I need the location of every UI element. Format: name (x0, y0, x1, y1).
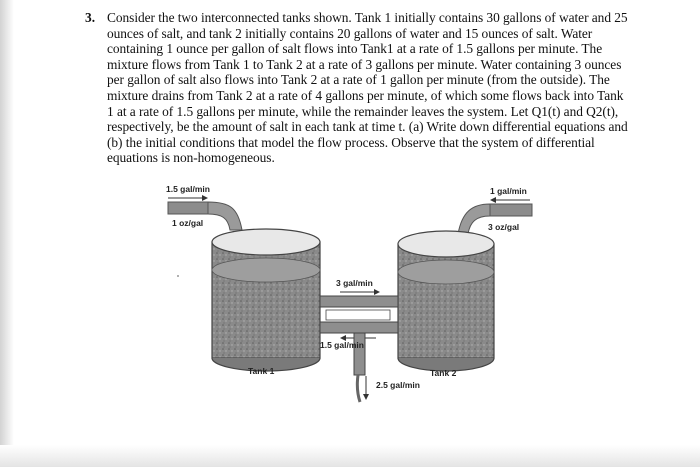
inflow1-conc-label: 1 oz/gal (172, 218, 204, 228)
tank-2 (398, 231, 494, 371)
tanks-figure (150, 180, 570, 460)
problem-number: 3. (85, 10, 96, 25)
problem-text: Consider the two interconnected tanks shown. Tank 1 initially contains 30 gallons of water and 25 ounces of salt, and tank 2 initially contains 20 gallons of water and 15 ounces of salt. Water containing 1 ounce per gallon of salt flows into Tank1 at a rate of 1.5 gallons per minute. The mixture flows from Tank 1 to Tank 2 at a rate of 3 gallons per minute. Water containing 3 ounces per gallon of salt also flows into Tank 2 at a rate of 1 gallon per minute (from the outside). The mixture drains from Tank 2 at a rate of 4 gallons per minute, of which some flows back into Tank 1 at a rate of 1.5 gallons per minute, while the remainder leaves the system. Let Q1(t) and Q2(t), respectively, be the amount of salt in each tank at time t. (a) Write down differential equations and (b) the initial conditions that model the flow process. Observe that the system of differential equations is non-homogeneous. (107, 10, 628, 166)
return-rate-label: 1.5 gal/min (320, 340, 364, 350)
inflow1-rate-label: 1.5 gal/min (166, 184, 210, 194)
tank2-label: Tank 2 (430, 368, 457, 378)
transfer-pipe (320, 289, 398, 307)
tank1-label: Tank 1 (248, 366, 275, 376)
inflow2-rate-label: 1 gal/min (490, 186, 527, 196)
tank-1 (212, 229, 320, 371)
drain-rate-label: 2.5 gal/min (376, 380, 420, 390)
stray-mark (177, 275, 179, 277)
problem-block (85, 10, 630, 166)
inflow2-conc-label: 3 oz/gal (488, 222, 520, 232)
page-shadow-left (0, 0, 14, 467)
transfer-rate-label: 3 gal/min (336, 278, 373, 288)
